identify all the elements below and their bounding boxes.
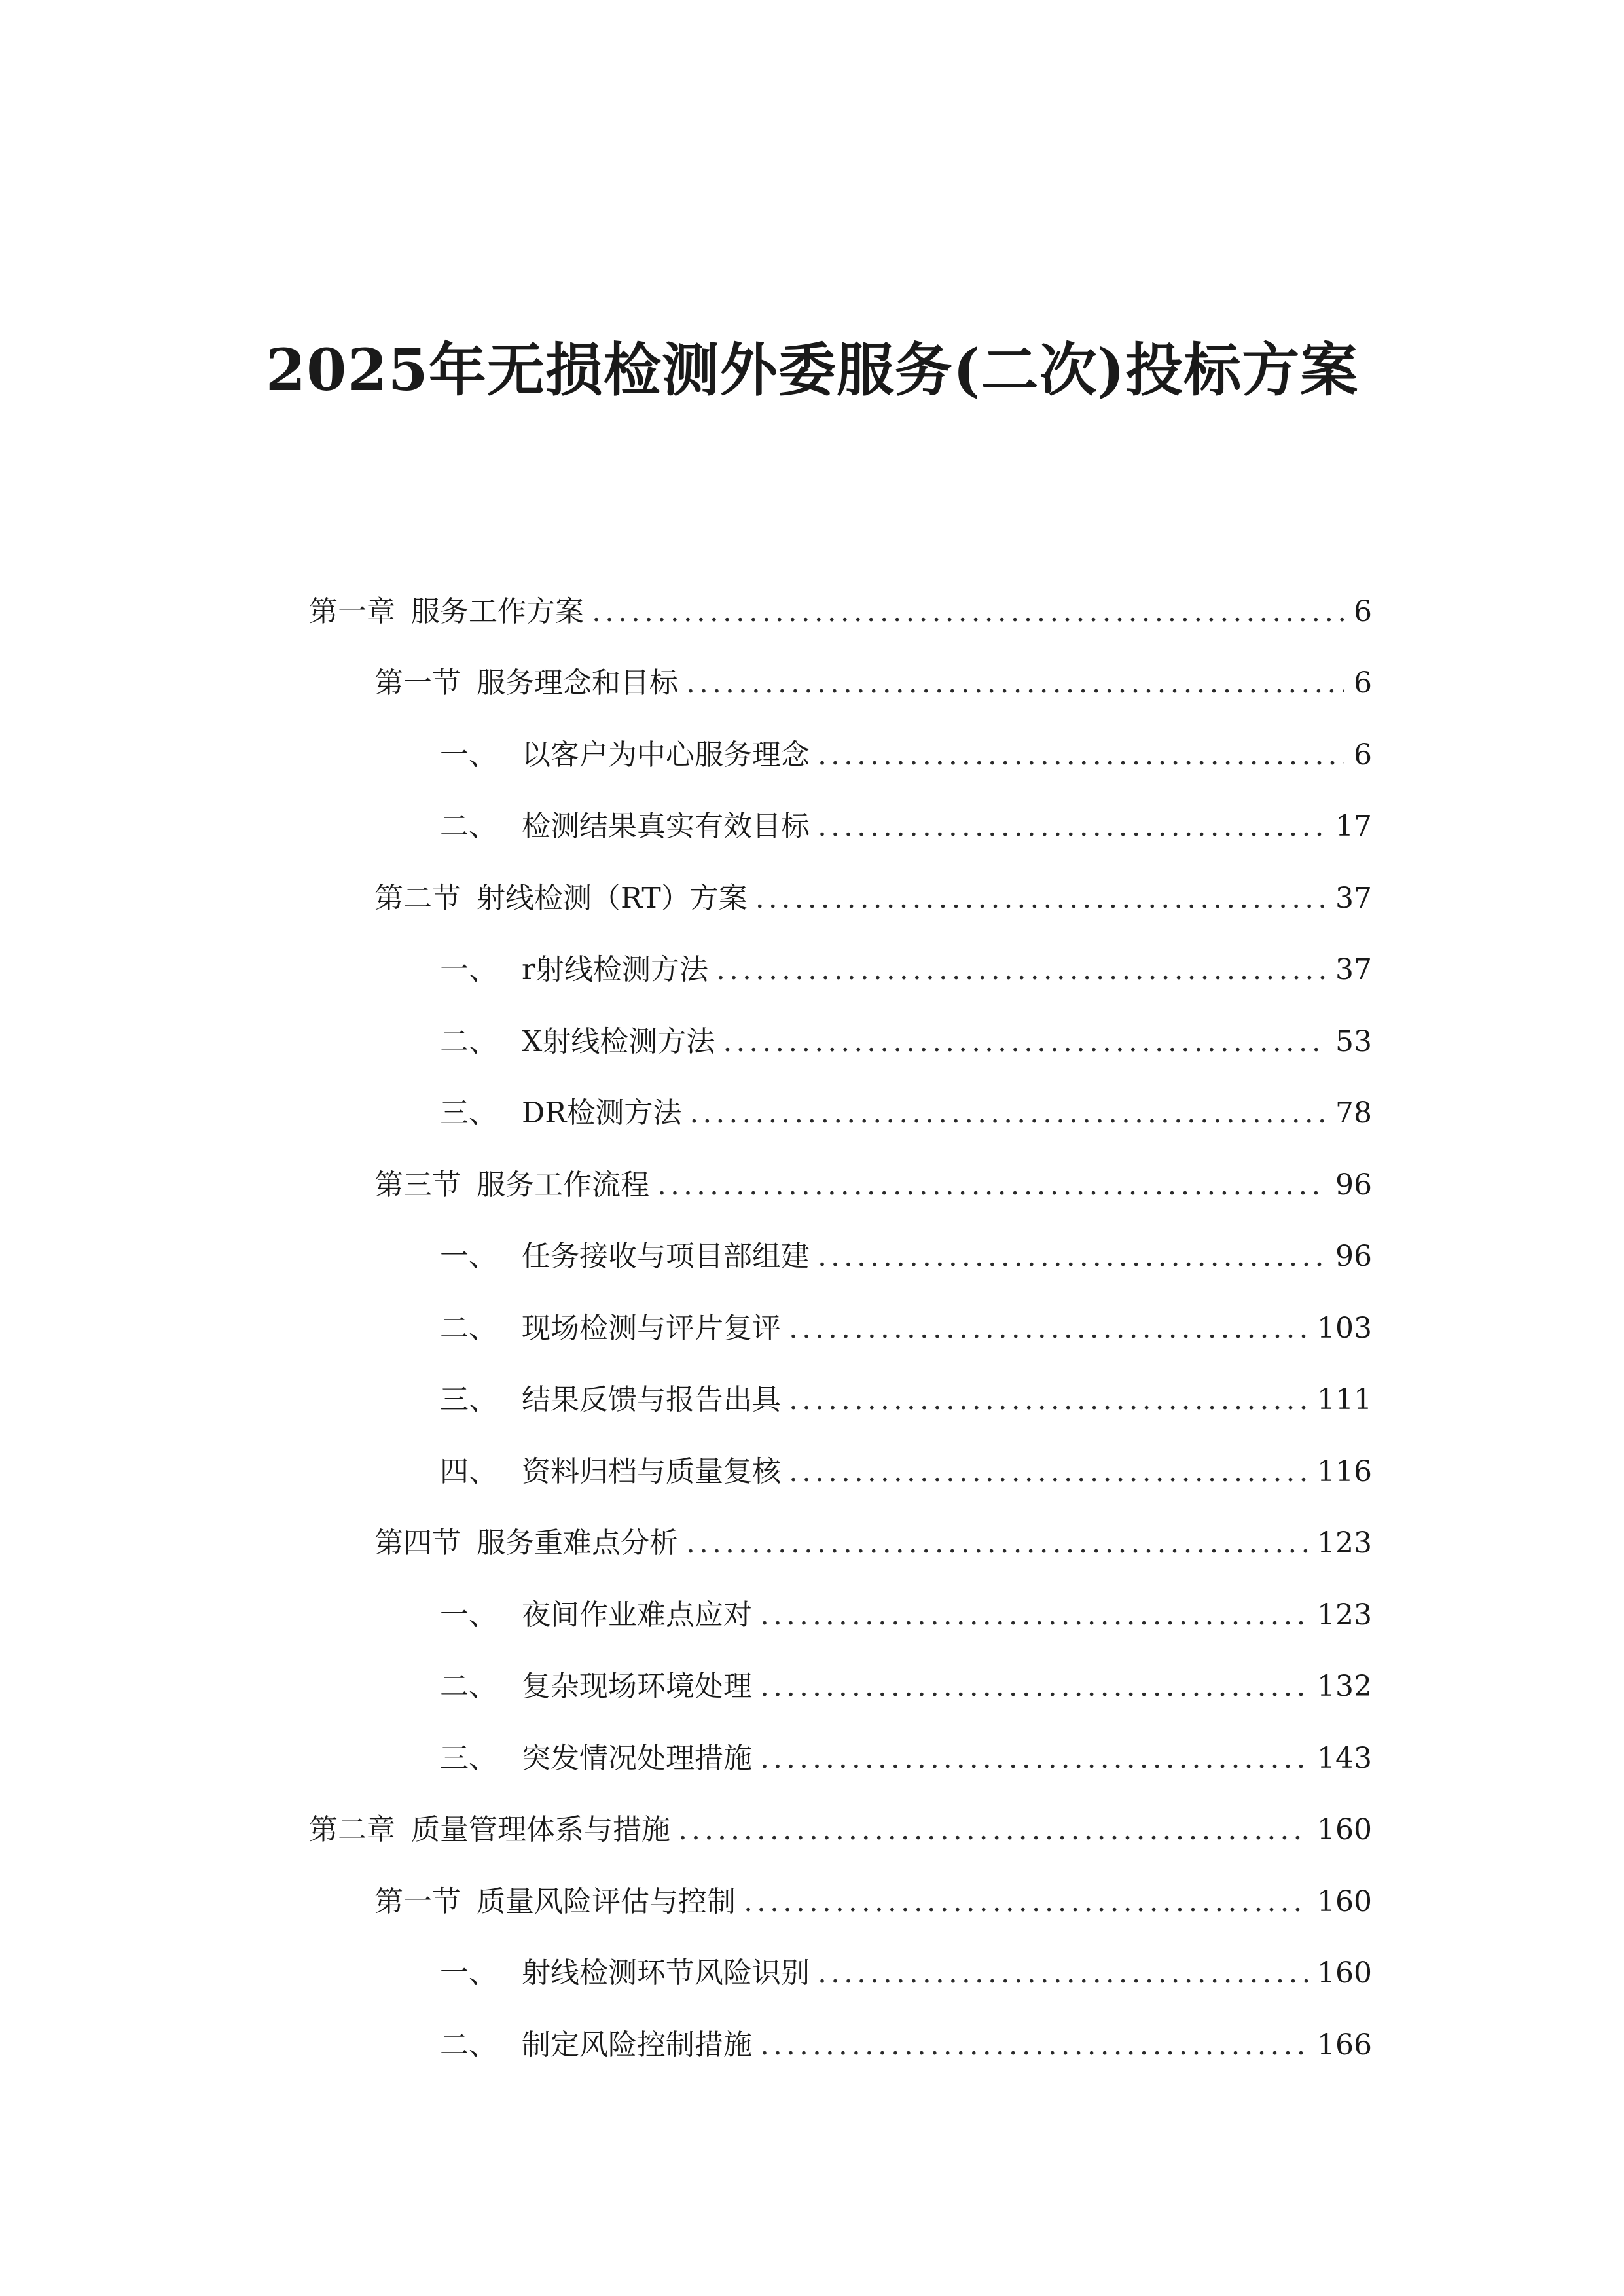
toc-entry-subsection[interactable] [0,1365,1624,1437]
toc-entry-title: 检测结果真实有效目标 [522,810,810,844]
toc-entry-title: X射线检测方法 [522,1024,715,1058]
toc-entry-subsection[interactable] [0,1436,1624,1508]
toc-entry-number: 二、 [440,1024,497,1058]
toc-entry-title: 制定风险控制措施 [522,2028,752,2062]
toc-entry-subsection[interactable] [0,1006,1624,1078]
toc-page-number: 111 [1317,1383,1372,1417]
toc-page-number: 166 [1317,2028,1372,2062]
toc-entry-number: 二、 [440,1670,497,1704]
toc-entry-number: 第四节 [374,1526,461,1560]
toc-entry-chapter[interactable] [0,1795,1624,1867]
toc-entry-subsection[interactable] [0,1221,1624,1293]
toc-entry-section[interactable] [0,1508,1624,1580]
toc-page-number: 123 [1317,1526,1372,1560]
toc-dot-leader [760,2026,1308,2065]
toc-entry-number: 第三节 [374,1168,461,1202]
toc-entry-title: 服务工作方案 [411,594,584,628]
toc-entry-subsection[interactable] [0,1579,1624,1651]
toc-dot-leader [789,1309,1308,1348]
toc-entry-title: 资料归档与质量复核 [522,1454,781,1488]
toc-page-number: 6 [1354,738,1372,772]
toc-entry-title: 服务工作流程 [477,1168,649,1202]
toc-entry-number: 三、 [440,1383,497,1417]
toc-entry-title: 服务理念和目标 [477,666,678,700]
toc-dot-leader [689,1094,1326,1133]
toc-entry-number: 二、 [440,1311,497,1345]
toc-entry-title: 夜间作业难点应对 [522,1598,752,1632]
toc-entry-subsection[interactable] [0,1651,1624,1723]
toc-page-number: 143 [1317,1741,1372,1775]
toc-entry-section[interactable] [0,1866,1624,1938]
toc-entry-title: 质量管理体系与措施 [411,1813,670,1847]
toc-entry-chapter[interactable] [0,576,1624,648]
toc-entry-subsection[interactable] [0,1938,1624,2010]
toc-dot-leader [723,1022,1326,1062]
toc-dot-leader [818,807,1326,846]
toc-entry-number: 一、 [440,738,497,772]
toc-entry-number: 第一章 [309,594,395,628]
toc-page-number: 116 [1317,1454,1372,1488]
toc-entry-subsection[interactable] [0,2009,1624,2081]
toc-dot-leader [657,1166,1326,1205]
toc-entry-number: 四、 [440,1454,497,1488]
toc-entry-number: 第二节 [374,881,461,915]
toc-entry-number: 第一节 [374,1884,461,1918]
table-of-contents [0,576,1624,2081]
toc-dot-leader [789,1452,1308,1492]
toc-dot-leader [678,1810,1308,1850]
toc-dot-leader [686,664,1344,703]
toc-dot-leader [789,1380,1308,1420]
toc-page-number: 78 [1335,1096,1372,1130]
toc-dot-leader [818,1237,1326,1276]
toc-entry-title: 结果反馈与报告出具 [522,1383,781,1417]
toc-entry-number: 三、 [440,1741,497,1775]
toc-page-number: 37 [1335,881,1372,915]
toc-entry-subsection[interactable] [0,935,1624,1007]
toc-page-number: 160 [1317,1813,1372,1847]
toc-page-number: 6 [1354,594,1372,628]
toc-entry-title: 现场检测与评片复评 [522,1311,781,1345]
toc-dot-leader [592,592,1344,632]
toc-page-number: 17 [1335,810,1372,844]
toc-page-number: 37 [1335,953,1372,987]
toc-entry-subsection[interactable] [0,1293,1624,1365]
toc-entry-title: r射线检测方法 [522,953,709,987]
toc-entry-number: 第二章 [309,1813,395,1847]
toc-dot-leader [686,1524,1308,1563]
toc-dot-leader [716,950,1326,990]
toc-entry-subsection[interactable] [0,1723,1624,1795]
toc-dot-leader [755,879,1326,918]
toc-entry-title: 以客户为中心服务理念 [522,738,810,772]
toc-dot-leader [744,1882,1308,1922]
document-title: 2025年无损检测外委服务(二次)投标方案 [265,336,1359,404]
toc-page-number: 160 [1317,1956,1372,1990]
toc-entry-subsection[interactable] [0,719,1624,791]
toc-entry-number: 一、 [440,1240,497,1274]
toc-page-number: 6 [1354,666,1372,700]
toc-entry-title: 射线检测环节风险识别 [522,1956,810,1990]
toc-page-number: 103 [1317,1311,1372,1345]
toc-page-number: 53 [1335,1024,1372,1058]
toc-entry-section[interactable] [0,1149,1624,1221]
toc-page-number: 96 [1335,1240,1372,1274]
toc-dot-leader [760,1739,1308,1778]
toc-page-number: 160 [1317,1884,1372,1918]
toc-entry-number: 第一节 [374,666,461,700]
toc-entry-title: 服务重难点分析 [477,1526,678,1560]
toc-entry-number: 三、 [440,1096,497,1130]
toc-entry-section[interactable] [0,863,1624,935]
toc-entry-section[interactable] [0,648,1624,720]
toc-dot-leader [760,1667,1308,1706]
toc-entry-title: 复杂现场环境处理 [522,1670,752,1704]
toc-entry-title: 射线检测（RT）方案 [477,881,748,915]
toc-dot-leader [760,1596,1308,1635]
toc-entry-title: 突发情况处理措施 [522,1741,752,1775]
toc-page-number: 96 [1335,1168,1372,1202]
toc-entry-number: 二、 [440,2028,497,2062]
toc-entry-title: 质量风险评估与控制 [477,1884,736,1918]
toc-entry-number: 二、 [440,810,497,844]
toc-entry-subsection[interactable] [0,1078,1624,1150]
toc-dot-leader [818,736,1344,775]
toc-entry-number: 一、 [440,953,497,987]
toc-entry-title: 任务接收与项目部组建 [522,1240,810,1274]
toc-entry-number: 一、 [440,1956,497,1990]
toc-dot-leader [818,1954,1308,1993]
toc-entry-subsection[interactable] [0,791,1624,863]
toc-entry-number: 一、 [440,1598,497,1632]
toc-entry-title: DR检测方法 [522,1096,682,1130]
toc-page-number: 132 [1317,1670,1372,1704]
toc-page-number: 123 [1317,1598,1372,1632]
